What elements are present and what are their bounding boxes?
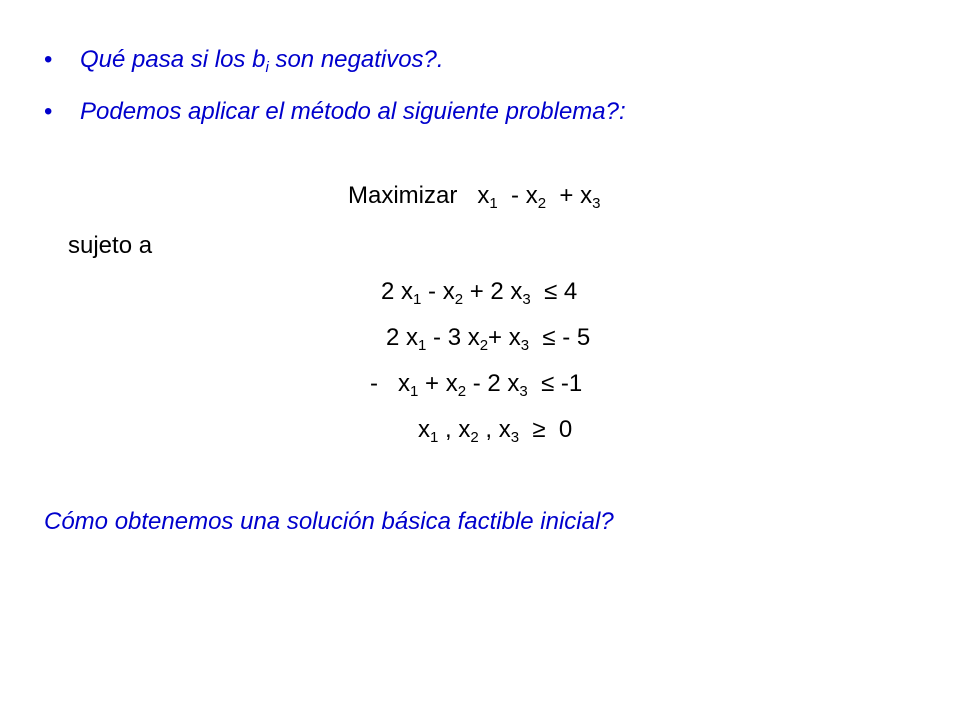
constraint-3: [370, 370, 582, 398]
constraint-sub: 3: [520, 337, 530, 354]
constraint-sub: 2: [479, 337, 489, 354]
constraint-sub: 3: [519, 383, 528, 400]
constraint-sub: 1: [430, 429, 439, 446]
objective-op: +: [559, 182, 574, 209]
objective-op: -: [511, 182, 520, 209]
constraint-sub: 3: [510, 429, 520, 446]
question-apply-method: Podemos aplicar el método al siguiente problema?:: [80, 98, 626, 125]
constraint-part: ≥ 0: [519, 416, 573, 443]
objective-var: x: [580, 182, 593, 209]
constraint-part: , x: [438, 416, 471, 443]
constraint-sub: 3: [522, 291, 531, 308]
constraint-part: + x: [418, 370, 458, 397]
objective-sub: 3: [592, 195, 601, 212]
constraint-1: [381, 278, 577, 306]
constraint-sub: 2: [457, 383, 467, 400]
objective-var: x: [477, 182, 490, 209]
bullet-marker: •: [44, 46, 53, 73]
objective-sub: 2: [537, 195, 547, 212]
constraint-sub: 1: [410, 383, 419, 400]
objective-label: Maximizar: [348, 182, 458, 209]
constraint-sub: 1: [413, 291, 422, 308]
constraint-part: ≤ -1: [527, 370, 583, 397]
bullet-marker: •: [44, 98, 53, 125]
final-question: Cómo obtenemos una solución básica factible inicial?: [44, 508, 614, 535]
objective-var: x: [525, 182, 538, 209]
constraint-part: ≤ - 5: [529, 324, 591, 351]
q1-text-post: son negativos?.: [268, 46, 444, 73]
constraint-nonnegativity: [418, 416, 572, 444]
q1-text-pre: Qué pasa si los b: [80, 46, 266, 73]
constraint-part: - x: [421, 278, 455, 305]
constraint-part: - 2 x: [466, 370, 520, 397]
q1-subscript: i: [265, 59, 269, 76]
constraint-part: 2 x: [381, 278, 414, 305]
constraint-part: , x: [478, 416, 511, 443]
constraint-part: x: [418, 416, 430, 443]
constraint-part: + x: [488, 324, 521, 351]
constraint-2: [386, 324, 590, 352]
objective-function: [348, 182, 600, 210]
objective-sub: 1: [489, 195, 498, 212]
constraint-part: - x: [370, 370, 410, 397]
constraint-sub: 1: [418, 337, 427, 354]
constraint-part: + 2 x: [463, 278, 523, 305]
constraint-sub: 2: [454, 291, 464, 308]
question-negative-b: [80, 46, 444, 74]
constraint-part: - 3 x: [426, 324, 480, 351]
constraint-sub: 2: [470, 429, 479, 446]
constraint-part: ≤ 4: [530, 278, 578, 305]
constraint-part: 2 x: [386, 324, 419, 351]
subject-to-label: sujeto a: [68, 232, 153, 259]
